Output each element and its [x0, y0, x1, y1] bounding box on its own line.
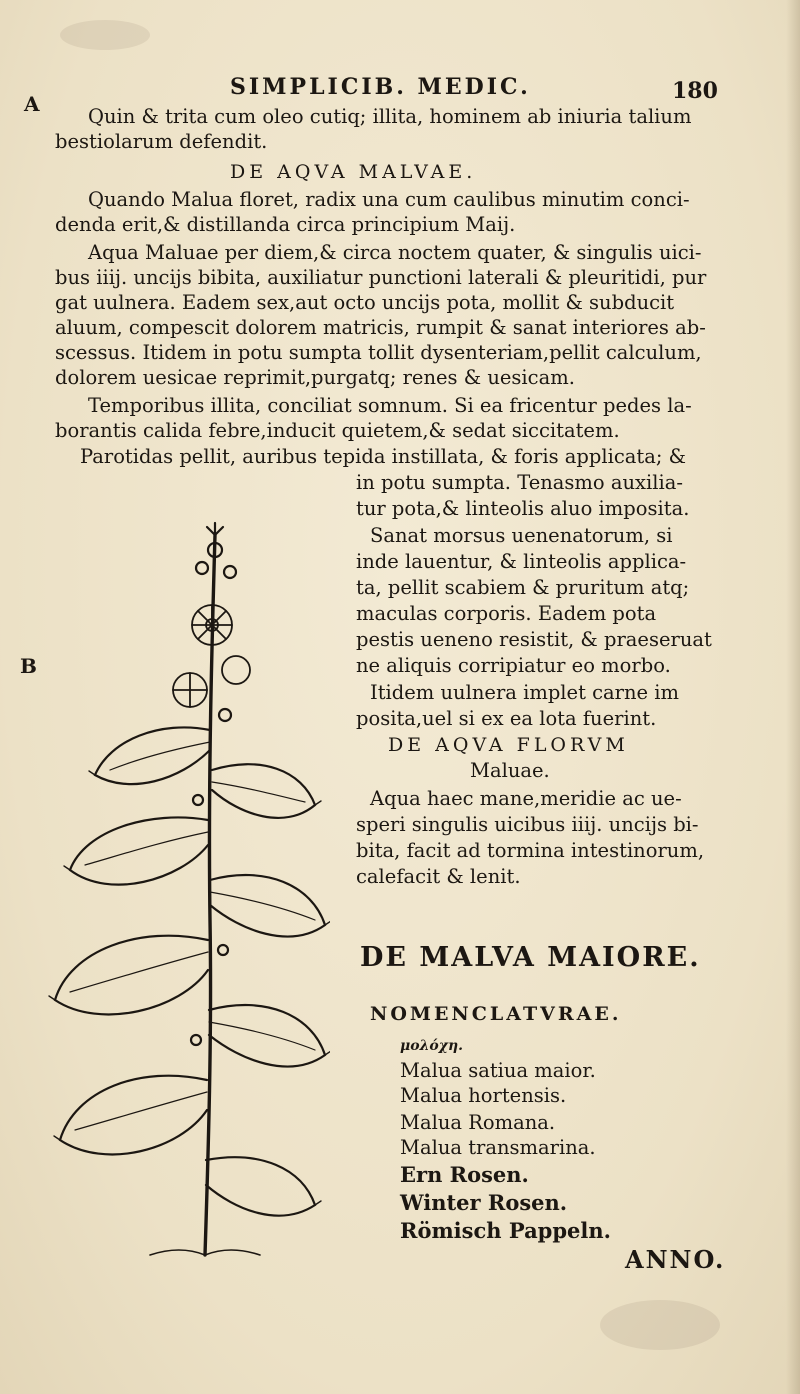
section-heading: DE AQVA FLORVM [388, 734, 629, 756]
section-heading: DE AQVA MALVAE. [230, 161, 477, 183]
german-name: Winter Rosen. [400, 1190, 568, 1215]
text-line: bestiolarum defendit. [55, 130, 268, 153]
text-line: Quin & trita cum oleo cutiq; illita, hominem ab iniuria talium [88, 105, 692, 128]
catchword: ANNO. [625, 1245, 726, 1274]
latin-name: Malua satiua maior. [400, 1059, 596, 1082]
text-line: Parotidas pellit, auribus tepida instillata, & foris applicata; & [80, 445, 686, 468]
latin-name: Malua transmarina. [400, 1136, 596, 1159]
paper-stain [60, 20, 150, 50]
german-name: Ern Rosen. [400, 1162, 529, 1187]
text-line: Aqua haec mane,meridie ac ue- [370, 787, 682, 810]
text-line: scessus. Itidem in potu sumpta tollit dysenteriam,pellit calculum, [55, 341, 702, 364]
text-line: Quando Malua floret, radix una cum caulibus minutim conci- [88, 188, 690, 211]
folio-number: 180 [672, 78, 718, 104]
text-line: aluum, compescit dolorem matricis, rumpit & sanat interiores ab- [55, 316, 706, 339]
text-line: gat uulnera. Eadem sex,aut octo uncijs pota, mollit & subducit [55, 291, 675, 314]
chapter-heading: DE MALVA MAIORE. [360, 942, 701, 973]
text-line: tur pota,& linteolis aluo imposita. [356, 497, 690, 520]
subheading: NOMENCLATVRAE. [370, 1003, 622, 1025]
section-heading-cont: Maluae. [470, 759, 550, 782]
text-line: maculas corporis. Eadem pota [356, 602, 657, 625]
text-line: Itidem uulnera implet carne im [370, 681, 680, 704]
text-line: bita, facit ad tormina intestinorum, [356, 839, 705, 862]
running-header: SIMPLICIB. MEDIC. [230, 74, 531, 100]
text-line: borantis calida febre,inducit quietem,& sedat siccitatem. [55, 419, 620, 442]
page-gutter-shadow [786, 0, 800, 1394]
text-line: bus iiij. uncijs bibita, auxiliatur punctioni laterali & pleuritidi, pur [55, 266, 707, 289]
text-line: Sanat morsus uenenatorum, si [370, 524, 673, 547]
margin-letter-b: B [20, 654, 37, 678]
text-line: ta, pellit scabiem & pruritum atq; [356, 576, 690, 599]
paper-stain [600, 1300, 720, 1350]
margin-letter-a: A [24, 92, 40, 116]
greek-name: μολόχη. [400, 1038, 463, 1054]
text-line: ne aliquis corripiatur eo morbo. [356, 654, 671, 677]
text-line: posita,uel si ex ea lota fuerint. [356, 707, 657, 730]
text-line: calefacit & lenit. [356, 865, 521, 888]
text-line: speri singulis uicibus iiij. uncijs bi- [356, 813, 699, 836]
text-line: pestis ueneno resistit, & praeseruat [356, 628, 712, 651]
text-line: Aqua Maluae per diem,& circa noctem quater, & singulis uici- [88, 241, 702, 264]
text-line: dolorem uesicae reprimit,purgatq; renes & uesicam. [55, 366, 575, 389]
latin-name: Malua Romana. [400, 1111, 556, 1134]
latin-name: Malua hortensis. [400, 1084, 567, 1107]
german-name: Römisch Pappeln. [400, 1218, 611, 1243]
text-line: denda erit,& distillanda circa principium Maij. [55, 213, 516, 236]
text-line: in potu sumpta. Tenasmo auxilia- [356, 471, 683, 494]
mallow-woodcut-illustration [40, 520, 330, 1260]
text-line: Temporibus illita, conciliat somnum. Si ea fricentur pedes la- [88, 394, 692, 417]
text-line: inde lauentur, & linteolis applica- [356, 550, 687, 573]
